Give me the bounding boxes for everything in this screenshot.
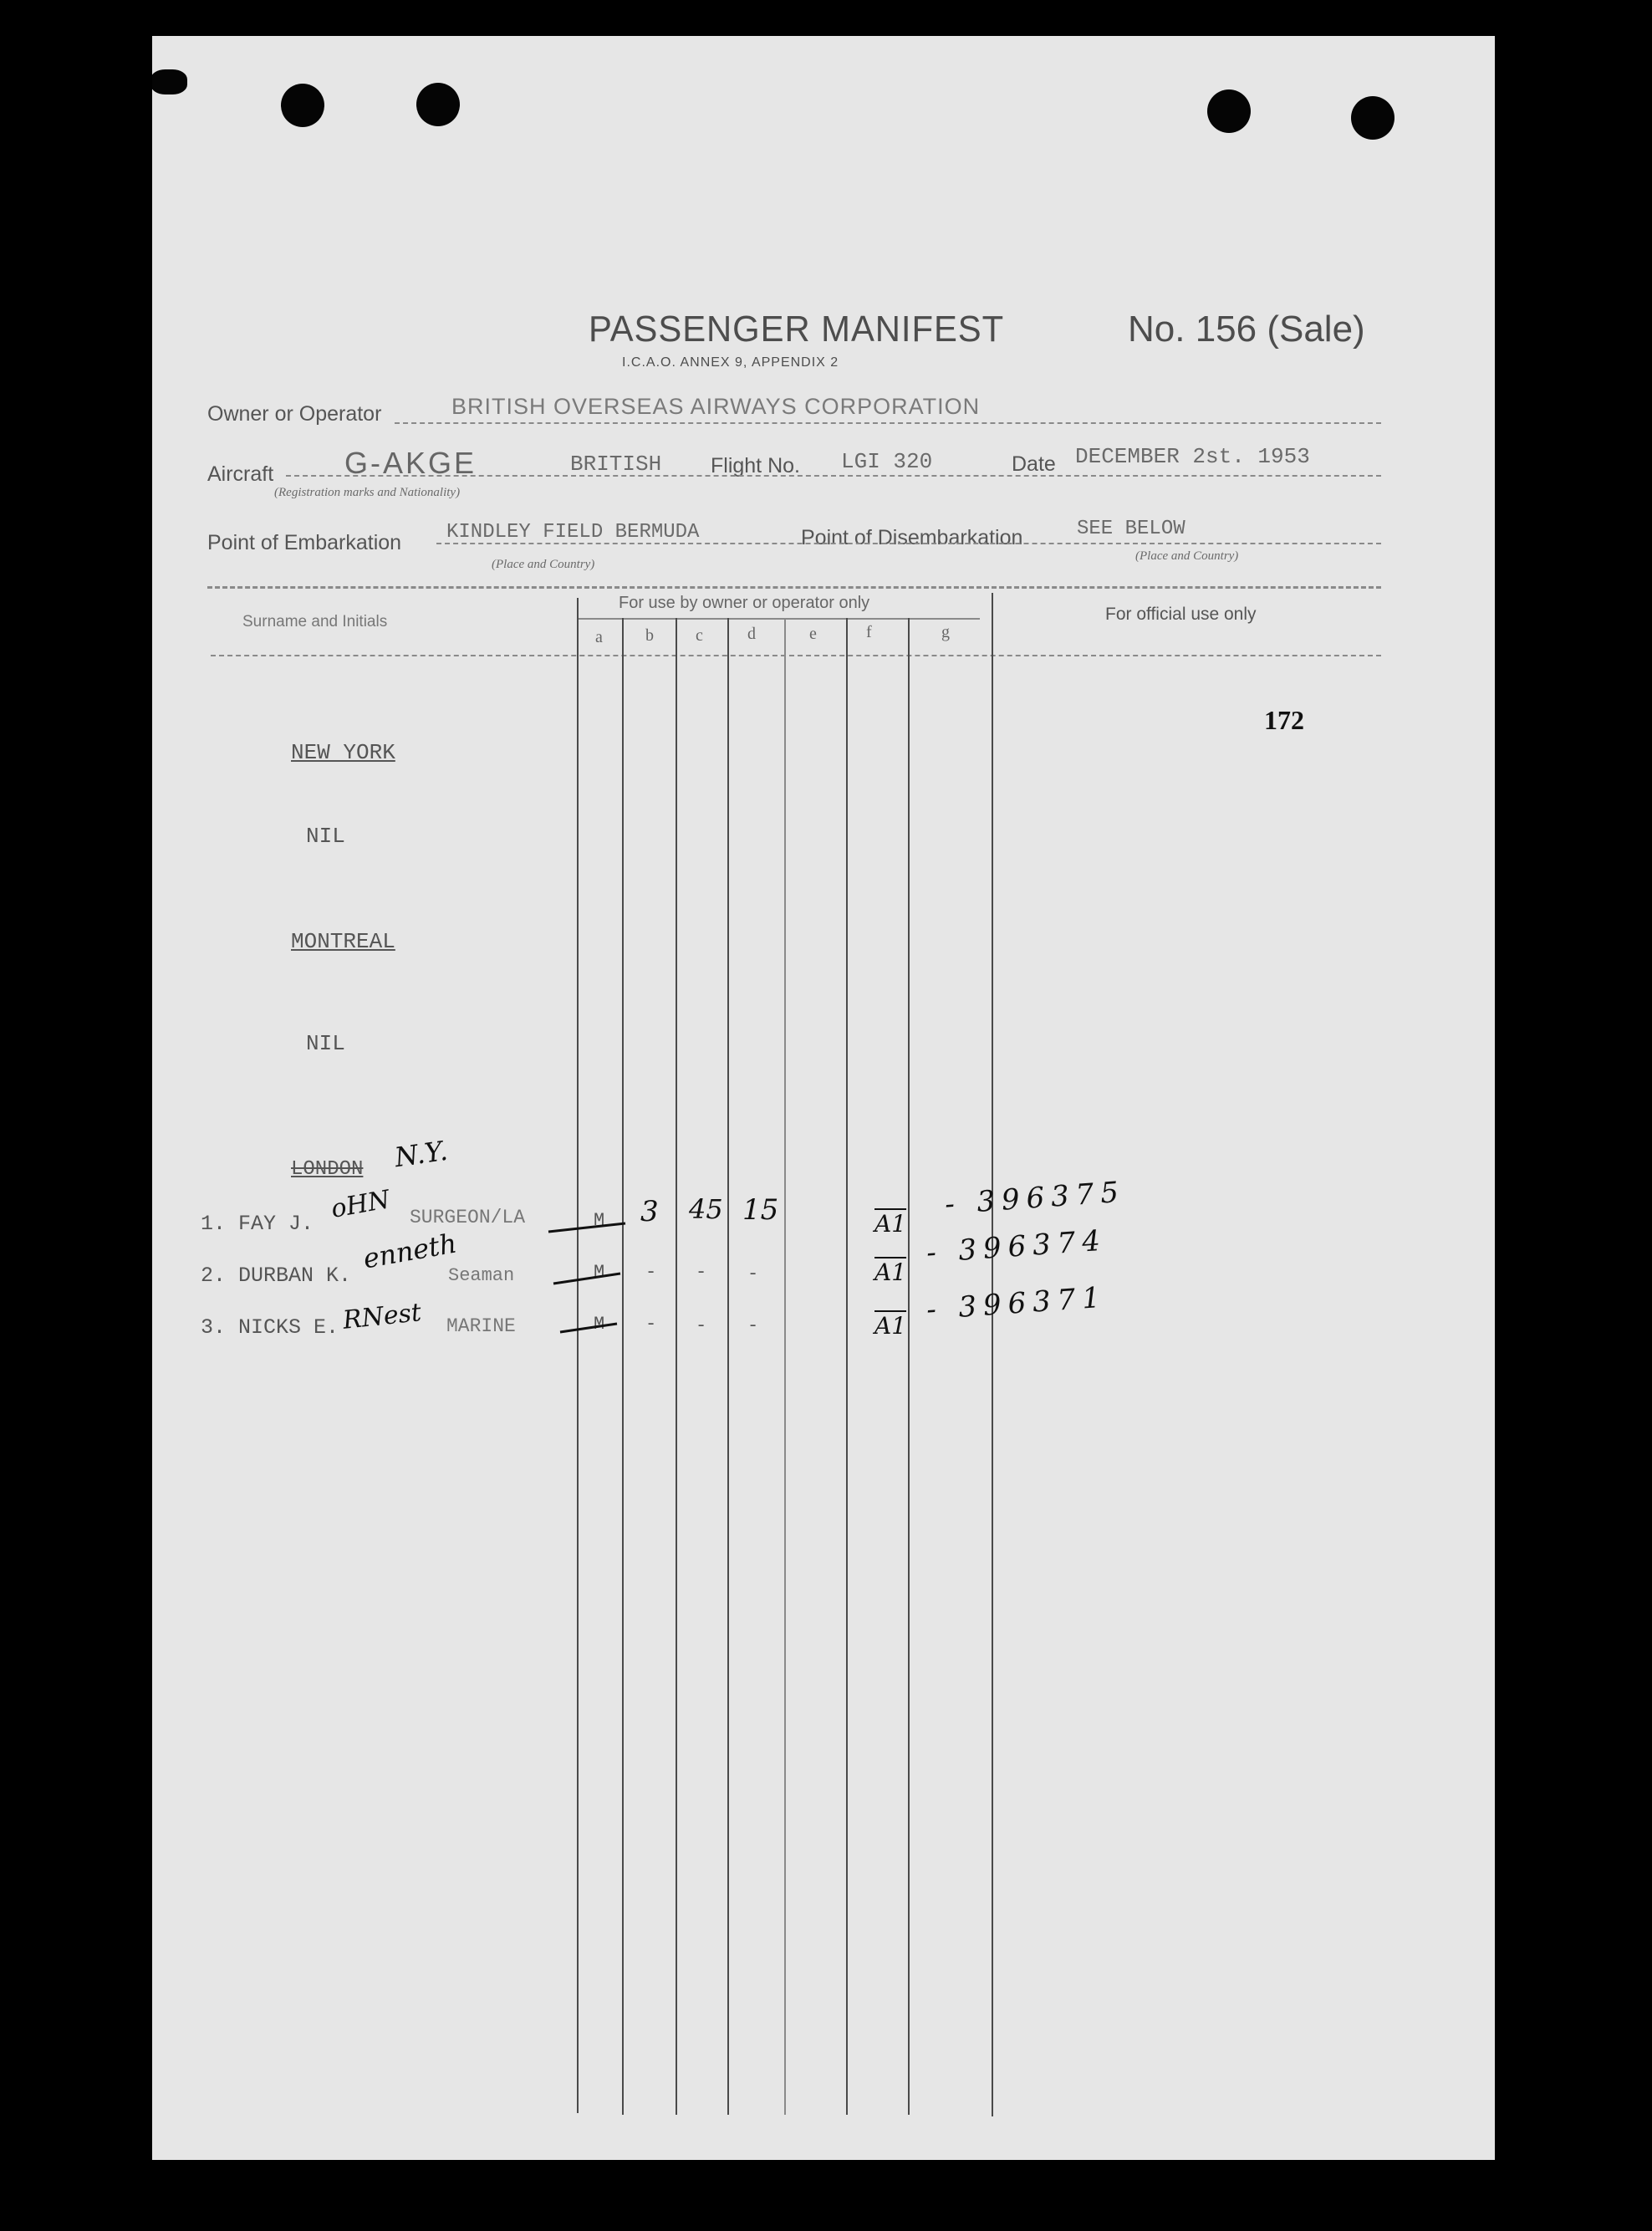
- form-rule: [207, 586, 1381, 589]
- embarkation-rule: [436, 543, 1381, 544]
- passenger-3-ref-number: - 396371: [925, 1280, 1109, 1327]
- section-destination-london: LONDON: [291, 1158, 364, 1181]
- aircraft-caption: (Registration marks and Nationality): [274, 486, 461, 499]
- column-g-label: g: [941, 623, 950, 641]
- header-rule-bottom: [211, 655, 1381, 656]
- official-number: 172: [1264, 705, 1304, 735]
- passenger-1-handwritten-name: oHN: [329, 1185, 392, 1224]
- passenger-1-typed-name: 1. FAY J.: [201, 1212, 314, 1236]
- passenger-1-ref-number: - 396375: [943, 1175, 1127, 1222]
- owner-label: Owner or Operator: [207, 402, 382, 426]
- column-divider-f: [908, 618, 910, 2115]
- aircraft-rule: [286, 475, 1381, 477]
- punch-hole-left-outer: [152, 69, 187, 94]
- passenger-3-occupation: MARINE: [446, 1315, 516, 1337]
- passenger-1-ref-prefix: A1: [874, 1210, 907, 1238]
- passenger-1-occupation: SURGEON/LA: [410, 1207, 526, 1228]
- section-entry-new-york: NIL: [306, 824, 345, 849]
- section-destination-new-york: NEW YORK: [291, 740, 395, 765]
- section-note-london: N.Y.: [392, 1134, 450, 1174]
- column-f-label: f: [866, 623, 872, 641]
- passenger-1-col-c: 45: [689, 1193, 723, 1225]
- handwritten-tick-marks: [545, 1190, 645, 1357]
- passenger-1-col-b: 3: [640, 1195, 659, 1228]
- embarkation-label: Point of Embarkation: [207, 531, 402, 554]
- passenger-2-col-a: M: [594, 1262, 605, 1283]
- column-divider-g: [992, 593, 993, 2116]
- column-e-label: e: [809, 625, 817, 643]
- aircraft-registration: G-AKGE: [344, 446, 477, 480]
- passenger-2-handwritten-name: enneth: [360, 1227, 460, 1275]
- embarkation-value: KINDLEY FIELD BERMUDA: [446, 521, 700, 544]
- column-divider-b: [676, 618, 677, 2115]
- disembarkation-caption: (Place and Country): [1135, 549, 1239, 563]
- passenger-3-typed-name: 3. NICKS E.: [201, 1315, 339, 1340]
- date-value: DECEMBER 2st. 1953: [1075, 444, 1310, 469]
- header-rule-owner: [579, 618, 980, 620]
- official-header: For official use only: [1105, 605, 1257, 624]
- passenger-2-ref-number: - 396374: [925, 1223, 1109, 1270]
- column-b-label: b: [645, 626, 654, 645]
- disembarkation-label: Point of Disembarkation: [801, 526, 1023, 549]
- surname-header: Surname and Initials: [242, 613, 388, 630]
- flight-label: Flight No.: [711, 454, 800, 477]
- aircraft-nationality: BRITISH: [570, 452, 662, 477]
- column-divider-c: [727, 618, 729, 2115]
- owner-rule: [395, 422, 1381, 424]
- punch-hole-right-2: [1351, 96, 1395, 140]
- passenger-2-col-b: -: [645, 1262, 657, 1283]
- flight-value: LGI 320: [841, 449, 933, 474]
- column-c-label: c: [696, 626, 703, 645]
- passenger-2-col-d: -: [747, 1264, 759, 1284]
- passenger-2-ref-prefix: A1: [874, 1258, 907, 1286]
- passenger-3-handwritten-name: RNest: [341, 1298, 423, 1335]
- punch-hole-left: [281, 84, 324, 127]
- section-destination-montreal: MONTREAL: [291, 929, 395, 954]
- passenger-2-col-c: -: [696, 1262, 707, 1283]
- passenger-3-col-c: -: [696, 1315, 707, 1336]
- owner-use-header: For use by owner or operator only: [619, 594, 870, 612]
- disembarkation-value: SEE BELOW: [1077, 518, 1185, 540]
- passenger-1-col-a: M: [594, 1210, 605, 1231]
- punch-hole-right: [1207, 89, 1251, 133]
- section-entry-montreal: NIL: [306, 1031, 345, 1056]
- owner-value: BRITISH OVERSEAS AIRWAYS CORPORATION: [451, 394, 981, 419]
- passenger-2-occupation: Seaman: [448, 1265, 515, 1286]
- column-a-label: a: [595, 628, 603, 646]
- punch-hole-left-2: [416, 83, 460, 126]
- embarkation-caption: (Place and Country): [492, 558, 595, 571]
- column-d-label: d: [747, 625, 756, 643]
- passenger-3-col-d: -: [747, 1315, 759, 1336]
- passenger-3-col-a: M: [594, 1314, 605, 1335]
- page-title: PASSENGER MANIFEST: [589, 309, 1005, 350]
- passenger-1-col-d: 15: [742, 1193, 779, 1227]
- column-divider-e: [846, 618, 848, 2115]
- passenger-3-ref-prefix: A1: [874, 1312, 907, 1340]
- column-divider-d: [784, 618, 786, 2115]
- column-divider-a: [622, 618, 624, 2115]
- manifest-number: No. 156 (Sale): [1128, 309, 1365, 350]
- passenger-3-col-b: -: [645, 1314, 657, 1335]
- page-subtitle: I.C.A.O. ANNEX 9, APPENDIX 2: [622, 355, 839, 370]
- aircraft-label: Aircraft: [207, 462, 274, 486]
- manifest-sheet: [152, 36, 1495, 2160]
- passenger-2-typed-name: 2. DURBAN K.: [201, 1264, 352, 1288]
- date-label: Date: [1012, 452, 1056, 476]
